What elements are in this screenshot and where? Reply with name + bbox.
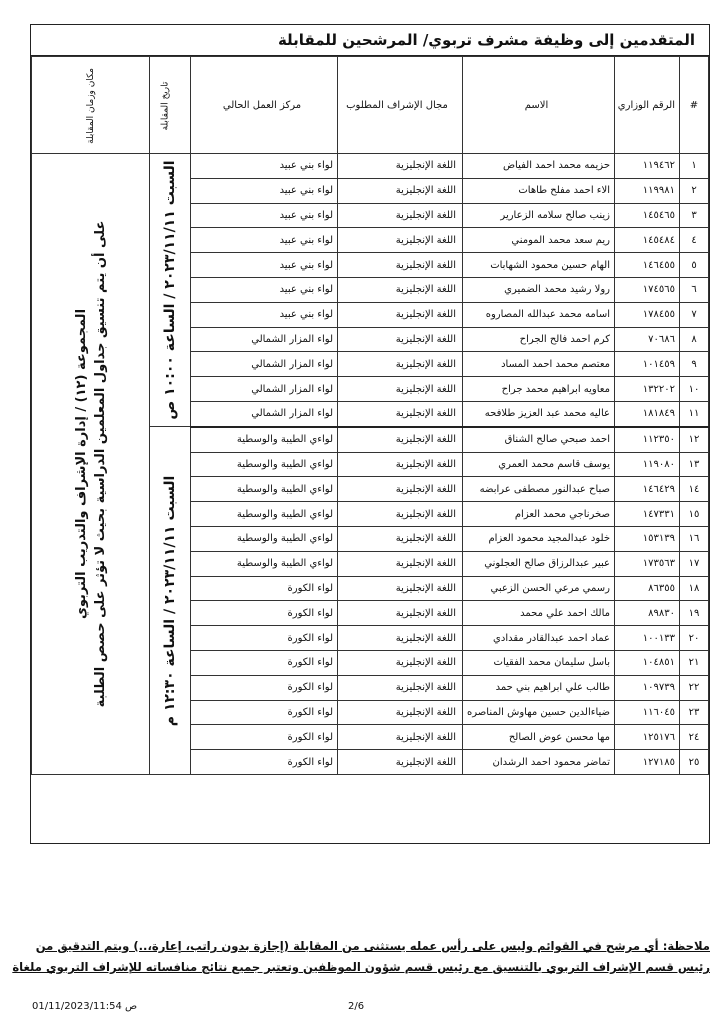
header-date: تاريخ المقابلة [150, 57, 191, 154]
cell-num: ٢٥ [680, 750, 709, 775]
header-num: # [680, 57, 709, 154]
table-body [32, 154, 709, 775]
cell-num: ٢٠ [680, 626, 709, 651]
cell-num: ١٦ [680, 526, 709, 551]
cell-field: اللغة الإنجليزية [338, 352, 463, 377]
header-place: مكان وزمان المقابلة [32, 57, 150, 154]
cell-num: ٢٤ [680, 725, 709, 750]
cell-field: اللغة الإنجليزية [338, 178, 463, 203]
cell-center: لواءي الطيبة والوسطية [191, 502, 338, 527]
place-text [72, 221, 110, 708]
cell-field: اللغة الإنجليزية [338, 452, 463, 477]
cell-name: مالك احمد علي محمد [463, 601, 615, 626]
cell-national-id: ١٥٣١٣٩ [615, 526, 680, 551]
cell-num: ٥ [680, 253, 709, 278]
group1-date-cell [150, 154, 191, 427]
cell-center: لواءي الطيبة والوسطية [191, 477, 338, 502]
group2-date-cell [150, 427, 191, 775]
cell-field: اللغة الإنجليزية [338, 576, 463, 601]
cell-num: ٢٣ [680, 700, 709, 725]
cell-field: اللغة الإنجليزية [338, 650, 463, 675]
cell-name: يوسف قاسم محمد العمري [463, 452, 615, 477]
cell-national-id: ١٨١٨٤٩ [615, 401, 680, 426]
cell-num: ٩ [680, 352, 709, 377]
cell-name: طالب علي ابراهيم بني حمد [463, 675, 615, 700]
cell-num: ١٩ [680, 601, 709, 626]
cell-national-id: ١٢٧١٨٥ [615, 750, 680, 775]
footer-datetime: 01/11/2023/11:54 ص [32, 1001, 138, 1012]
cell-name: صخرناجي محمد العزام [463, 502, 615, 527]
cell-name: تماضر محمود احمد الرشدان [463, 750, 615, 775]
place-line-1: المجموعة (١٢) / إدارة الإشراف والتدريب التربوي [73, 308, 89, 619]
candidates-table [31, 56, 709, 775]
cell-national-id: ٧٠٦٨٦ [615, 327, 680, 352]
cell-center: لواءي الطيبة والوسطية [191, 526, 338, 551]
cell-name: معتصم محمد احمد المساد [463, 352, 615, 377]
place-line-2: على أن يتم تنسيق جداول المعلمين الدراسية بحيث لا تؤثر على حصص الطلبة [92, 220, 108, 708]
cell-field: اللغة الإنجليزية [338, 401, 463, 426]
cell-national-id: ١١٦٠٤٥ [615, 700, 680, 725]
cell-center: لواء المزار الشمالي [191, 377, 338, 402]
cell-national-id: ١٤٥٤٨٤ [615, 228, 680, 253]
table-row [32, 154, 709, 179]
cell-center: لواءي الطيبة والوسطية [191, 551, 338, 576]
cell-name: اسامه محمد عبدالله المصاروه [463, 302, 615, 327]
cell-national-id: ١٧٤٥٦٥ [615, 277, 680, 302]
header-field: مجال الإشراف المطلوب [338, 57, 463, 154]
cell-field: اللغة الإنجليزية [338, 700, 463, 725]
cell-num: ١٧ [680, 551, 709, 576]
cell-center: لواء بني عبيد [191, 253, 338, 278]
cell-field: اللغة الإنجليزية [338, 750, 463, 775]
cell-national-id: ١٤٥٤٦٥ [615, 203, 680, 228]
cell-num: ٢١ [680, 650, 709, 675]
cell-national-id: ١٣٢٢٠٢ [615, 377, 680, 402]
cell-num: ١١ [680, 401, 709, 426]
place-cell [32, 154, 150, 775]
cell-field: اللغة الإنجليزية [338, 377, 463, 402]
group1-date: السبت ٢٠٢٣/١١/١١ / الساعة ١٠:٠٠ ص [162, 160, 178, 420]
cell-national-id: ١١٩٠٨٠ [615, 452, 680, 477]
cell-national-id: ١٤٦٤٥٥ [615, 253, 680, 278]
cell-field: اللغة الإنجليزية [338, 302, 463, 327]
cell-national-id: ٨٦٣٥٥ [615, 576, 680, 601]
cell-name: عاليه محمد عبد العزيز طلافحه [463, 401, 615, 426]
cell-name: عبير عبدالرزاق صالح العجلوني [463, 551, 615, 576]
cell-center: لواءي الطيبة والوسطية [191, 452, 338, 477]
cell-field: اللغة الإنجليزية [338, 228, 463, 253]
cell-center: لواء الكورة [191, 675, 338, 700]
cell-center: لواء المزار الشمالي [191, 327, 338, 352]
cell-name: باسل سليمان محمد الفقيات [463, 650, 615, 675]
cell-center: لواءي الطيبة والوسطية [191, 427, 338, 452]
cell-national-id: ١٠١٤٥٩ [615, 352, 680, 377]
cell-name: ضياءالدين حسين مهاوش المناصره [463, 700, 615, 725]
cell-national-id: ١١٢٣٥٠ [615, 427, 680, 452]
cell-center: لواء الكورة [191, 650, 338, 675]
cell-num: ١ [680, 154, 709, 179]
cell-num: ٤ [680, 228, 709, 253]
cell-name: حزيمه محمد احمد الفياض [463, 154, 615, 179]
cell-field: اللغة الإنجليزية [338, 626, 463, 651]
cell-name: عماد احمد عبدالقادر مقدادي [463, 626, 615, 651]
group2-date: السبت ٢٠٢٣/١١/١١ / الساعة ١٢:٣٠ م [162, 475, 178, 726]
cell-field: اللغة الإنجليزية [338, 675, 463, 700]
cell-national-id: ١١٩٤٦٢ [615, 154, 680, 179]
cell-name: رسمي مرعي الحسن الزعبي [463, 576, 615, 601]
cell-name: رولا رشيد محمد الضميري [463, 277, 615, 302]
cell-field: اللغة الإنجليزية [338, 725, 463, 750]
cell-national-id: ١٠٠١٣٣ [615, 626, 680, 651]
cell-national-id: ١٠٩٧٣٩ [615, 675, 680, 700]
cell-center: لواء بني عبيد [191, 203, 338, 228]
cell-num: ١٨ [680, 576, 709, 601]
cell-center: لواء الكورة [191, 750, 338, 775]
footer-page-number: 2/6 [348, 1001, 365, 1012]
cell-field: اللغة الإنجليزية [338, 253, 463, 278]
cell-num: ٣ [680, 203, 709, 228]
cell-center: لواء بني عبيد [191, 228, 338, 253]
cell-field: اللغة الإنجليزية [338, 203, 463, 228]
header-national-id: الرقم الوزاري [615, 57, 680, 154]
cell-national-id: ١٧٣٥٦٣ [615, 551, 680, 576]
table-header-row [32, 57, 709, 154]
cell-num: ٧ [680, 302, 709, 327]
cell-num: ١٢ [680, 427, 709, 452]
cell-num: ٨ [680, 327, 709, 352]
cell-num: ١٥ [680, 502, 709, 527]
cell-num: ١٠ [680, 377, 709, 402]
cell-num: ٢ [680, 178, 709, 203]
cell-field: اللغة الإنجليزية [338, 277, 463, 302]
header-center: مركز العمل الحالي [191, 57, 338, 154]
cell-field: اللغة الإنجليزية [338, 551, 463, 576]
cell-field: اللغة الإنجليزية [338, 327, 463, 352]
cell-name: مها محسن عوض الصالح [463, 725, 615, 750]
document-frame [30, 24, 710, 844]
cell-num: ١٤ [680, 477, 709, 502]
cell-center: لواء الكورة [191, 725, 338, 750]
cell-center: لواء الكورة [191, 626, 338, 651]
cell-name: خلود عبدالمجيد محمود العزام [463, 526, 615, 551]
cell-center: لواء المزار الشمالي [191, 352, 338, 377]
cell-center: لواء الكورة [191, 576, 338, 601]
cell-center: لواء الكورة [191, 700, 338, 725]
cell-name: الاء احمد مفلح طاهات [463, 178, 615, 203]
cell-national-id: ١٧٨٤٥٥ [615, 302, 680, 327]
cell-num: ١٣ [680, 452, 709, 477]
cell-name: ريم سعد محمد المومني [463, 228, 615, 253]
cell-national-id: ١٠٤٨٥١ [615, 650, 680, 675]
cell-national-id: ١٤٧٣٣١ [615, 502, 680, 527]
cell-center: لواء بني عبيد [191, 302, 338, 327]
cell-name: صباح عبدالنور مصطفى عرابضه [463, 477, 615, 502]
cell-center: لواء المزار الشمالي [191, 401, 338, 426]
cell-num: ٢٢ [680, 675, 709, 700]
cell-num: ٦ [680, 277, 709, 302]
cell-field: اللغة الإنجليزية [338, 154, 463, 179]
cell-center: لواء بني عبيد [191, 277, 338, 302]
note-line-2: رئيس قسم الإشراف التربوي بالتنسيق مع رئيس قسم شؤون الموظفين وتعتبر جميع نتائج منافساته للإشراف التربوي ملغاة [12, 960, 710, 974]
cell-name: احمد صبحي صالح الشناق [463, 427, 615, 452]
cell-field: اللغة الإنجليزية [338, 477, 463, 502]
cell-national-id: ١٢٥١٧٦ [615, 725, 680, 750]
cell-field: اللغة الإنجليزية [338, 427, 463, 452]
cell-field: اللغة الإنجليزية [338, 601, 463, 626]
cell-national-id: ١٤٦٤٢٩ [615, 477, 680, 502]
cell-name: الهام حسين محمود الشهابات [463, 253, 615, 278]
note-line-1: ملاحظة: أي مرشح في القوائم وليس على رأس عمله يستثنى من المقابلة (إجازة بدون راتب، إعارة،..) ويتم التدقيق من [35, 939, 710, 953]
cell-center: لواء الكورة [191, 601, 338, 626]
cell-name: كرم احمد فالح الجراح [463, 327, 615, 352]
cell-national-id: ١١٩٩٨١ [615, 178, 680, 203]
page-title: المتقدمين إلى وظيفة مشرف تربوي/ المرشحين للمقابلة [277, 31, 695, 49]
cell-name: زينب صالح سلامه الزعارير [463, 203, 615, 228]
cell-field: اللغة الإنجليزية [338, 526, 463, 551]
cell-center: لواء بني عبيد [191, 154, 338, 179]
cell-national-id: ٨٩٨٣٠ [615, 601, 680, 626]
cell-field: اللغة الإنجليزية [338, 502, 463, 527]
cell-name: معاويه ابراهيم محمد جراح [463, 377, 615, 402]
header-name: الاسم [463, 57, 615, 154]
cell-center: لواء بني عبيد [191, 178, 338, 203]
